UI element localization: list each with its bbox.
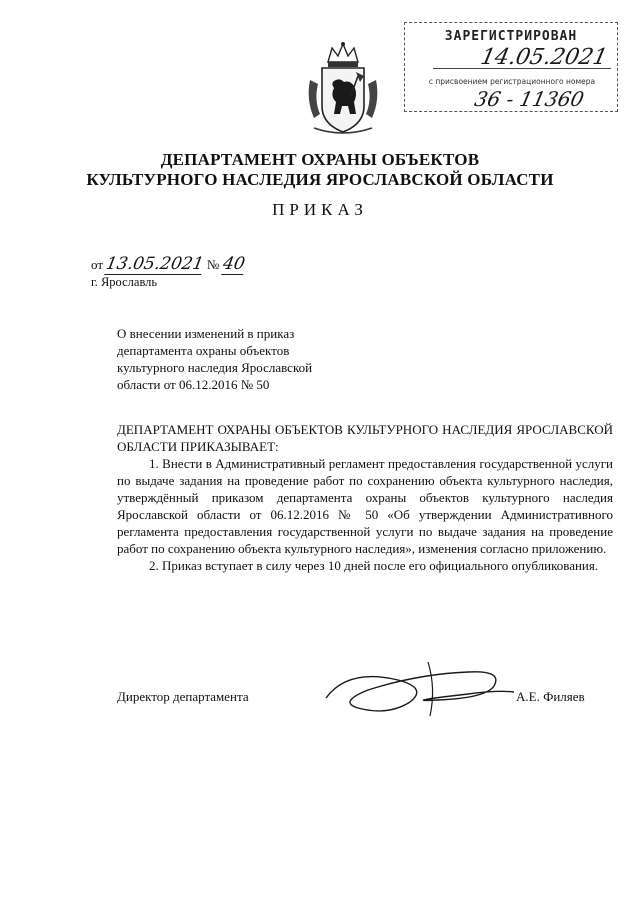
coat-of-arms-icon — [300, 40, 386, 140]
subject-line: области от 06.12.2016 № 50 — [117, 377, 270, 392]
org-line-2: КУЛЬТУРНОГО НАСЛЕДИЯ ЯРОСЛАВСКОЙ ОБЛАСТИ — [86, 170, 554, 189]
signatory-title: Директор департамента — [117, 689, 249, 704]
order-number: 40 — [220, 254, 247, 274]
subject-line: культурного наследия Ярославской — [117, 360, 313, 375]
order-date: 13.05.2021 — [104, 254, 206, 274]
registration-stamp — [404, 22, 618, 112]
stamp-divider — [433, 68, 611, 69]
stamp-date: 14.05.2021 — [478, 45, 610, 70]
handwritten-signature — [318, 658, 518, 720]
order-item-1: 1. Внести в Административный регламент предоставления государственной услуги по выдаче задания на проведение работ по сохранению объекта культурного наследия, утверждённый приказом департамента охраны объектов культурного наследия Ярославской области от 06.12.2016 № 50 «Об утверждении Административного регламента предоставления государственной услуги по выдаче задания на проведение работ по сохранению объекта культурного наследия», изменения согласно приложению. — [117, 456, 613, 556]
order-lead: ДЕПАРТАМЕНТ ОХРАНЫ ОБЪЕКТОВ КУЛЬТУРНОГО НАСЛЕДИЯ ЯРОСЛАВСКОЙ ОБЛАСТИ ПРИКАЗЫВАЕТ: — [117, 422, 613, 454]
order-date-number — [91, 254, 247, 275]
document-type: ПРИКАЗ — [272, 200, 368, 219]
from-label: от — [91, 257, 104, 272]
subject-line: департамента охраны объектов — [117, 343, 290, 358]
order-subject — [117, 325, 357, 393]
organization-name — [60, 150, 580, 190]
order-item-2: 2. Приказ вступает в силу через 10 дней после его официального опубликования. — [149, 558, 599, 573]
order-body — [117, 421, 613, 574]
stamp-title: ЗАРЕГИСТРИРОВАН — [444, 29, 578, 44]
subject-line: О внесении изменений в приказ — [117, 326, 295, 341]
stamp-number: 36 - 11360 — [472, 87, 587, 111]
org-line-1: ДЕПАРТАМЕНТ ОХРАНЫ ОБЪЕКТОВ — [160, 150, 480, 169]
signatory-name: А.Е. Филяев — [516, 689, 585, 704]
city: г. Ярославль — [91, 275, 158, 289]
number-label: № — [206, 257, 220, 272]
stamp-caption: с присвоением регистрационного номера — [428, 77, 596, 86]
